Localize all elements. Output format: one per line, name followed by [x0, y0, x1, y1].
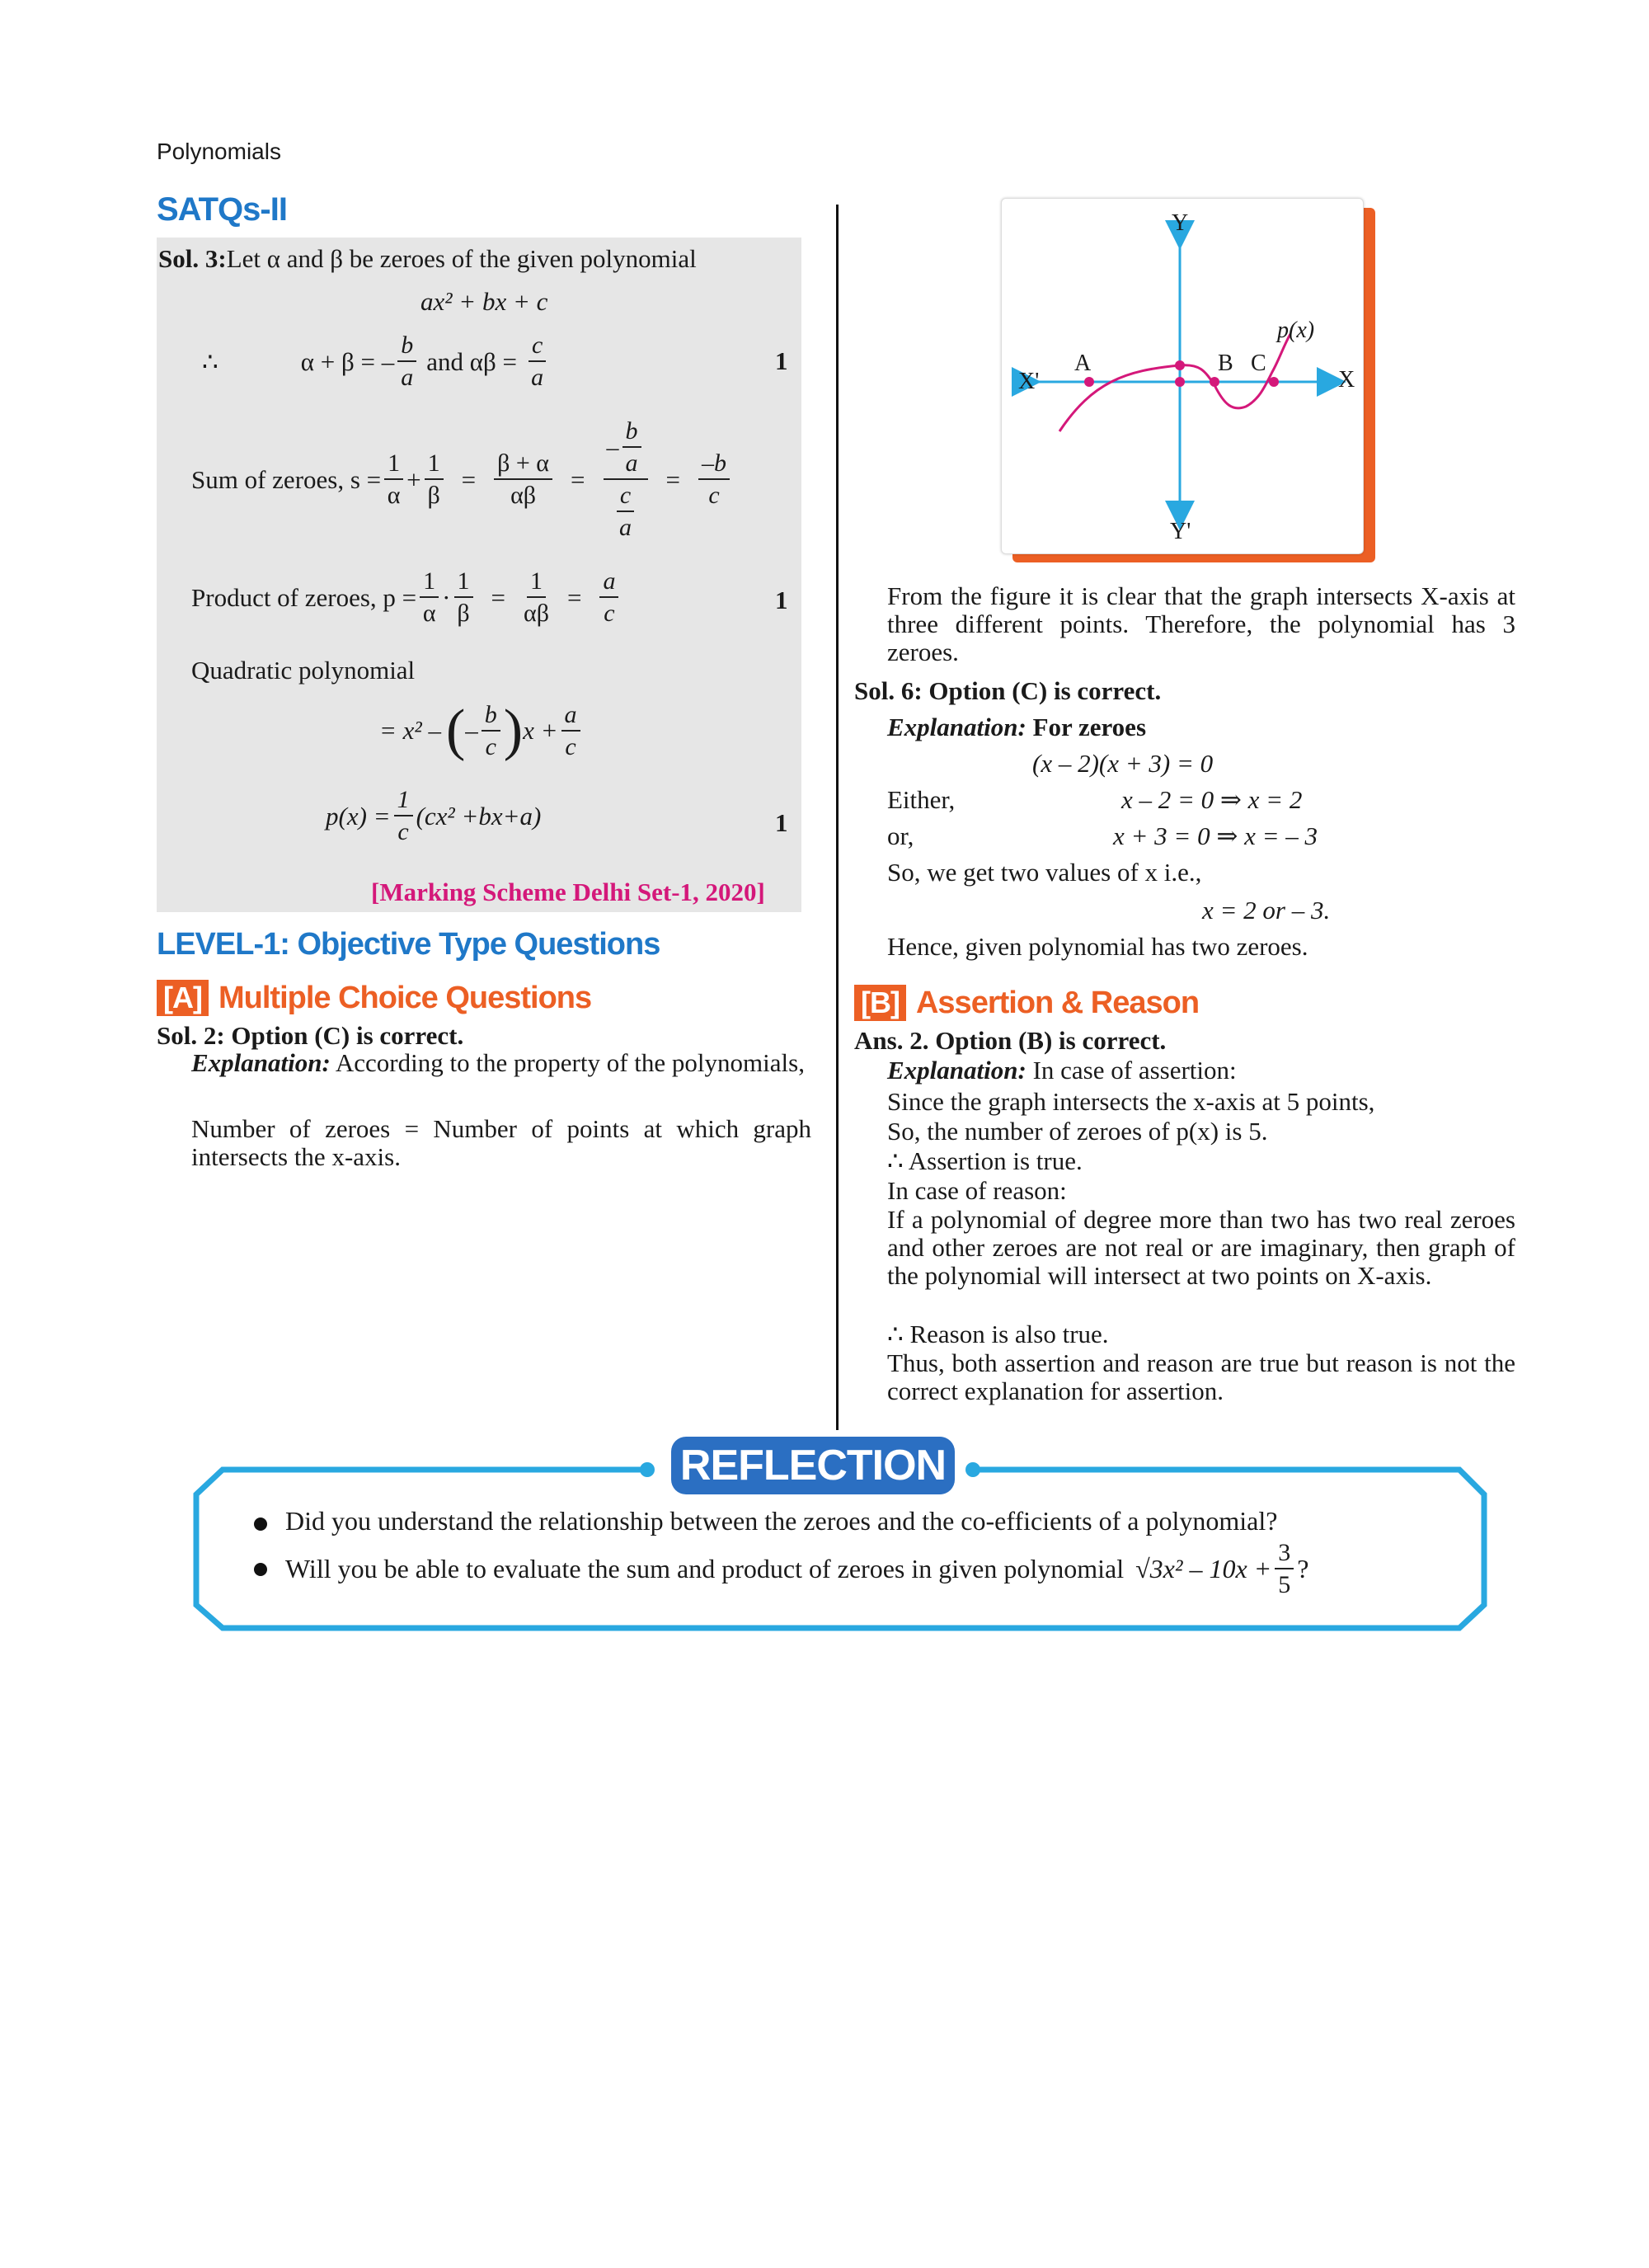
graph-curve-label: p(x) [1277, 318, 1315, 343]
sol3-sum-line: Sum of zeroes, s = $\frac{1}{\alpha}$ + $\frac{1}{\beta}$ = $\frac{\beta + \alpha}{\alpha\beta}$ = – $\frac{b}{a}$ $\frac{c}{a}$ = $\frac{-b}{c}$ [191, 419, 733, 540]
sol6-or-eq: x + 3 = 0 ⇒ x = – 3 [1113, 821, 1318, 850]
ans2-l5: If a polynomial of degree more than two has two real zeroes and other zeroes are not real or are imaginary, then graph of the polynomial will intersect at two points on X-axis. [887, 1205, 1515, 1290]
frac-1-alpha-2: $\frac{1}{\alpha}$ [420, 569, 439, 626]
graph-x-prime-label: X' [1018, 369, 1040, 394]
sol2-label: Sol. 2: Option (C) is correct. [157, 1021, 464, 1050]
frac-negb-c: $\frac{-b}{c}$ [698, 451, 730, 508]
ans2-l4: In case of reason: [887, 1176, 1067, 1205]
sol6-hence: Hence, given polynomial has two zeroes. [887, 932, 1308, 961]
frac-1-alpha: $\frac{1}{\alpha}$ [384, 451, 403, 508]
mark-3: 1 [775, 808, 788, 837]
ans2-label: Ans. 2. Option (B) is correct. [854, 1026, 1167, 1055]
running-header: Polynomials [157, 139, 281, 164]
frac-b-c: $\frac{b}{c}$ [482, 703, 500, 760]
sol3-intro: Sol. 3:Let α and β be zeroes of the given polynomial [158, 244, 697, 273]
frac-complex: – $\frac{b}{a}$ $\frac{c}{a}$ [604, 419, 648, 540]
marking-scheme: [Marking Scheme Delhi Set-1, 2020] [371, 878, 765, 906]
sol3-therefore-line: ∴ α + β = – $\frac{b}{a}$ and αβ = $\frac{c}{a}$ [202, 333, 549, 390]
frac-1-beta: $\frac{1}{\beta}$ [425, 451, 444, 508]
graph-x-label: X [1338, 367, 1355, 393]
sol6-label: Sol. 6: Option (C) is correct. [854, 676, 1162, 705]
point-origin [1175, 377, 1185, 387]
graph-point-a-label: A [1074, 351, 1092, 376]
point-c [1269, 377, 1279, 387]
frac-1-beta-2: $\frac{1}{\beta}$ [454, 569, 473, 626]
graph-y-prime-label: Y' [1170, 519, 1191, 544]
graph-svg [1002, 199, 1363, 553]
graph-explanation: From the figure it is clear that the graph intersects X-axis at three different points. Therefore, the polynomial has 3 zeroes. [887, 581, 1515, 666]
ans2-l1: Since the graph intersects the x-axis at 5 points, [887, 1087, 1375, 1116]
satq-heading: SATQs-II [157, 191, 287, 228]
ans2-l3: ∴ Assertion is true. [887, 1146, 1083, 1175]
sol6-so: So, we get two values of x i.e., [887, 858, 1202, 887]
reflection-q1: Did you understand the relationship between the zeroes and the co-efficients of a polynomial? [254, 1506, 1277, 1536]
quad-label: Quadratic polynomial [191, 656, 416, 685]
graph-point-b-label: B [1218, 351, 1233, 376]
sol6-values: x = 2 or – 3. [1202, 896, 1331, 925]
sol6-either: Either, [887, 785, 956, 814]
mark-1: 1 [775, 346, 788, 375]
frac-3-5: $\frac{3}{5}$ [1275, 1541, 1294, 1597]
point-a [1084, 377, 1094, 387]
point-y-intercept [1175, 360, 1185, 370]
ans2-l2: So, the number of zeroes of p(x) is 5. [887, 1117, 1268, 1146]
sol6-or: or, [887, 821, 914, 850]
ans2-explanation: Explanation: In case of assertion: [887, 1056, 1237, 1085]
mcq-heading: [A] Multiple Choice Questions [157, 980, 591, 1016]
assertion-reason-heading: [B] Assertion & Reason [854, 985, 1199, 1021]
sol2-line2: Number of zeroes = Number of points at which graph intersects the x-axis. [191, 1114, 811, 1171]
sol3-poly: ax² + bx + c [420, 287, 548, 316]
quad-expression: = x² – ( – $\frac{b}{c}$ ) x + $\frac{a}{c}$ [379, 698, 584, 764]
frac-1-alphabeta: $\frac{1}{\alpha\beta}$ [523, 567, 549, 627]
reflection-q2: Will you be able to evaluate the sum and product of zeroes in given polynomial √3x² – 10x + $\frac{3}{5}$ ? [254, 1541, 1308, 1597]
frac-a-c-2: $\frac{a}{c}$ [561, 703, 580, 760]
ans2-l6: ∴ Reason is also true. [887, 1320, 1109, 1348]
graph-y-label: Y [1172, 210, 1189, 236]
ans2-l7: Thus, both assertion and reason are true but reason is not the correct explanation for assertion. [887, 1348, 1515, 1405]
bullet-icon [254, 1517, 267, 1531]
sol6-eq1: (x – 2)(x + 3) = 0 [1032, 749, 1214, 778]
frac-betaplusalpha: $\frac{\beta + \alpha}{\alpha\beta}$ [494, 451, 552, 508]
sol2-explanation: Explanation: According to the property of the polynomials, [191, 1048, 805, 1077]
frac-c-over-a: $\frac{c}{a}$ [529, 333, 546, 390]
graph-card [1001, 198, 1364, 554]
reflection-title: REFLECTION [671, 1437, 955, 1494]
level-heading: LEVEL-1: Objective Type Questions [157, 927, 660, 962]
point-b [1210, 377, 1219, 387]
mark-2: 1 [775, 586, 788, 614]
px-expression: p(x) = $\frac{1}{c}$ (cx² +bx+a) [326, 786, 542, 845]
frac-1-c: $\frac{1}{c}$ [394, 788, 413, 845]
frac-a-c: $\frac{a}{c}$ [599, 569, 618, 626]
column-divider [836, 205, 839, 1430]
sol3-product-line: Product of zeroes, p = $\frac{1}{\alpha}$ · $\frac{1}{\beta}$ = $\frac{1}{\alpha\beta}$ = $\frac{a}{c}$ [191, 569, 622, 626]
sol6-explanation: Explanation: For zeroes [887, 713, 1147, 741]
sol6-either-eq: x – 2 = 0 ⇒ x = 2 [1121, 785, 1303, 814]
graph-point-c-label: C [1251, 351, 1266, 376]
frac-b-over-a: $\frac{b}{a}$ [397, 333, 416, 390]
bullet-icon [254, 1563, 267, 1576]
